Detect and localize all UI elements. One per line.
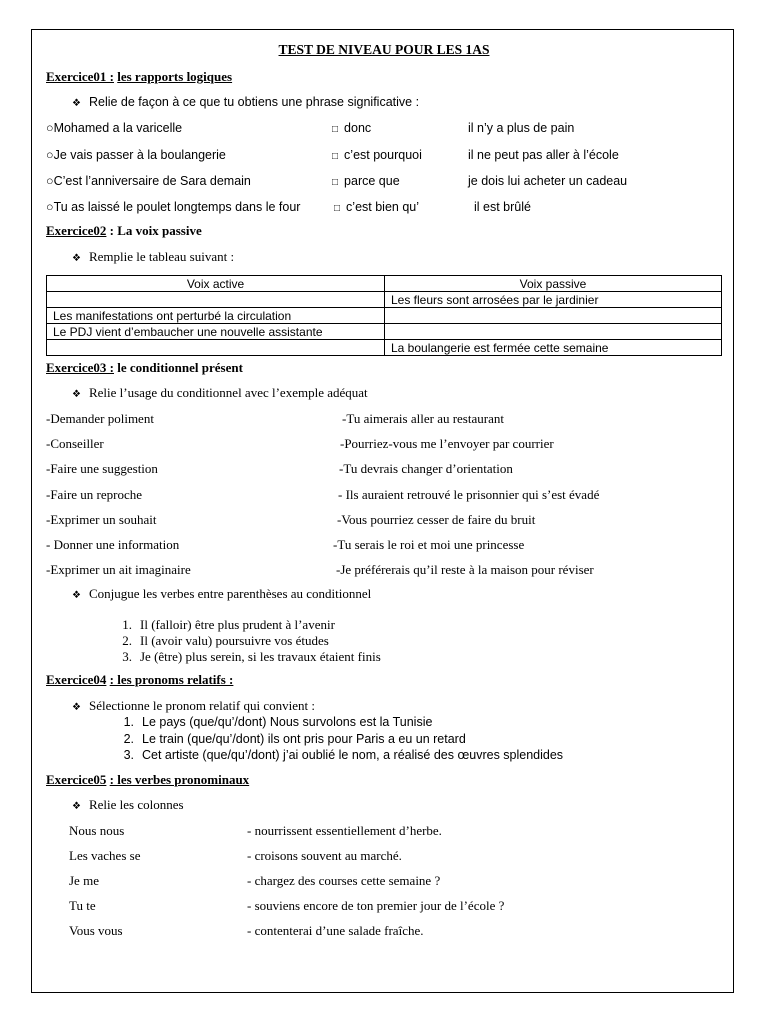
ex3-usage-1: -Demander poliment: [46, 411, 154, 426]
ex1-right-2: il ne peut pas aller à l’école: [468, 148, 619, 162]
table-cell[interactable]: [385, 308, 722, 324]
ex1-right-1: il n’y a plus de pain: [468, 121, 575, 135]
ex5-verb-4: - souviens encore de ton premier jour de l’école ?: [247, 898, 505, 913]
exercise-3-instruction-2: ❖ Conjugue les verbes entre parenthèses au conditionnel: [72, 586, 372, 601]
exercise-4-topic: : les pronoms relatifs :: [109, 672, 234, 687]
ex3-example-6: -Tu serais le roi et moi une princesse: [333, 537, 525, 552]
checkbox-icon: □: [332, 151, 339, 162]
ex1-left-2: ○Je vais passer à la boulangerie: [46, 148, 226, 162]
table-row: [47, 324, 722, 340]
ex3-usage-7: -Exprimer un ait imaginaire: [46, 562, 191, 577]
page-title: TEST DE NIVEAU POUR LES 1AS: [278, 42, 490, 57]
ex3-example-4: - Ils auraient retrouvé le prisonnier qui s’est évadé: [338, 487, 600, 502]
exercise-5-topic: : les verbes pronominaux: [109, 772, 250, 787]
ex5-subject-3: Je me: [69, 873, 99, 888]
exercise-2-label: Exercice02: [46, 223, 107, 238]
ex1-mid-3: □ parce que: [332, 174, 400, 188]
exercise-2-topic: : La voix passive: [109, 223, 202, 238]
ex5-subject-4: Tu te: [69, 898, 96, 913]
ex1-left-3: ○C’est l’anniversaire de Sara demain: [46, 174, 251, 188]
voice-table: [46, 275, 722, 356]
ex3-example-3: -Tu devrais changer d’orientation: [339, 461, 513, 476]
ex5-verb-5: - contenterai d’une salade fraîche.: [247, 923, 424, 938]
table-cell[interactable]: [385, 324, 722, 340]
exercise-1-label: Exercice01 :: [46, 69, 114, 84]
table-row: [47, 340, 722, 356]
ex5-verb-1: - nourrissent essentiellement d’herbe.: [247, 823, 442, 838]
ex3-example-1: -Tu aimerais aller au restaurant: [342, 411, 504, 426]
list-item: 1. Il (falloir) être plus prudent à l’avenir: [122, 617, 335, 632]
diamond-bullet-icon: ❖: [72, 253, 81, 264]
ex3-usage-4: -Faire un reproche: [46, 487, 143, 502]
exercise-1-instruction: ❖ Relie de façon à ce que tu obtiens une phrase significative :: [72, 95, 420, 109]
exercise-3-title: [46, 360, 243, 376]
table-header: Voix active: [47, 276, 385, 292]
exercise-5-title: [46, 772, 249, 788]
table-row: [47, 308, 722, 324]
circle-icon: ○: [46, 200, 54, 214]
ex3-example-5: -Vous pourriez cesser de faire du bruit: [337, 512, 536, 527]
ex3-usage-5: -Exprimer un souhait: [46, 512, 157, 527]
exercise-1-topic: les rapports logiques: [117, 69, 233, 84]
diamond-bullet-icon: ❖: [72, 801, 81, 812]
circle-icon: ○: [46, 174, 54, 188]
ex5-subject-5: Vous vous: [69, 923, 123, 938]
diamond-bullet-icon: ❖: [72, 389, 81, 400]
ex3-example-7: -Je préférerais qu’il reste à la maison pour réviser: [336, 562, 594, 577]
ex1-right-3: je dois lui acheter un cadeau: [468, 174, 628, 188]
diamond-bullet-icon: ❖: [72, 98, 81, 109]
exercise-2-instruction: ❖ Remplie le tableau suivant :: [72, 249, 235, 264]
checkbox-icon: □: [334, 203, 341, 214]
table-cell: Les manifestations ont perturbé la circulation: [47, 308, 385, 324]
exercise-4-label: Exercice04: [46, 672, 107, 687]
table-cell[interactable]: [47, 340, 385, 356]
list-item: 3. Je (être) plus serein, si les travaux étaient finis: [122, 649, 381, 664]
ex3-usage-3: -Faire une suggestion: [46, 461, 158, 476]
table-cell: Le PDJ vient d’embaucher une nouvelle assistante: [47, 324, 385, 340]
exercise-3-instruction: ❖ Relie l’usage du conditionnel avec l’exemple adéquat: [72, 385, 368, 400]
ex1-mid-2: □ c’est pourquoi: [332, 148, 422, 162]
exercise-1-title: [46, 69, 232, 85]
table-cell[interactable]: [47, 292, 385, 308]
exercise-4-instruction: ❖ Sélectionne le pronom relatif qui convient :: [72, 698, 315, 713]
exercise-3-label: Exercice03 :: [46, 360, 114, 375]
ex3-usage-6: - Donner une information: [46, 537, 180, 552]
checkbox-icon: □: [332, 177, 339, 188]
ex5-subject-2: Les vaches se: [69, 848, 141, 863]
table-header-row: [47, 276, 722, 292]
conjugation-list: [112, 617, 381, 665]
relative-pronoun-list: [114, 714, 563, 764]
diamond-bullet-icon: ❖: [72, 590, 81, 601]
ex3-usage-2: -Conseiller: [46, 436, 104, 451]
ex1-left-1: ○Mohamed a la varicelle: [46, 121, 183, 135]
table-cell: La boulangerie est fermée cette semaine: [385, 340, 722, 356]
exercise-3-topic: le conditionnel présent: [117, 360, 243, 375]
table-row: [47, 292, 722, 308]
ex3-example-2: -Pourriez-vous me l’envoyer par courrier: [340, 436, 554, 451]
list-item: 1. Le pays (que/qu’/dont) Nous survolons est la Tunisie: [123, 715, 433, 729]
circle-icon: ○: [46, 121, 54, 135]
list-item: 3. Cet artiste (que/qu’/dont) j’ai oublié le nom, a réalisé des œuvres splendides: [123, 748, 564, 762]
checkbox-icon: □: [332, 124, 339, 135]
list-item: 2. Il (avoir valu) poursuivre vos études: [122, 633, 329, 648]
ex1-mid-1: □ donc: [332, 121, 372, 135]
ex1-left-4: ○Tu as laissé le poulet longtemps dans le four: [46, 200, 301, 214]
ex1-mid-4: □ c’est bien qu’: [334, 200, 420, 214]
exercise-5-instruction: ❖ Relie les colonnes: [72, 797, 184, 812]
diamond-bullet-icon: ❖: [72, 702, 81, 713]
ex5-verb-2: - croisons souvent au marché.: [247, 848, 402, 863]
ex5-verb-3: - chargez des courses cette semaine ?: [247, 873, 441, 888]
table-cell: Les fleurs sont arrosées par le jardinier: [385, 292, 722, 308]
ex5-subject-1: Nous nous: [69, 823, 125, 838]
ex1-right-4: il est brûlé: [474, 200, 531, 214]
circle-icon: ○: [46, 148, 54, 162]
list-item: 2. Le train (que/qu’/dont) ils ont pris pour Paris a eu un retard: [123, 731, 466, 746]
exercise-4-title: [46, 672, 233, 688]
exercise-5-label: Exercice05: [46, 772, 107, 787]
table-header: Voix passive: [385, 276, 722, 292]
exercise-2-title: [46, 223, 202, 239]
